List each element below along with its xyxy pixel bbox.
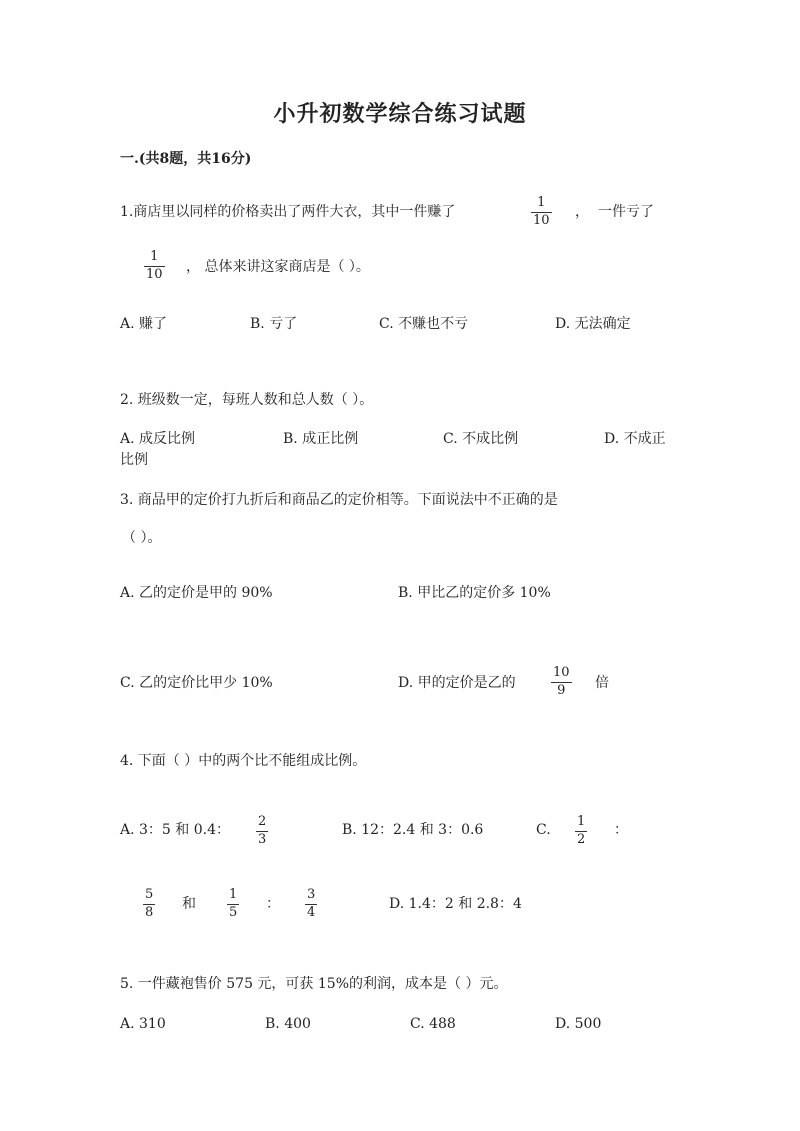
- q2-stem: 2. 班级数一定，每班人数和总人数（ ）。: [120, 392, 374, 408]
- fraction-numerator: 2: [258, 814, 267, 829]
- q5-option-d: D. 500: [555, 1016, 602, 1032]
- q4-option-b: B. 12：2.4 和 3：0.6: [342, 822, 484, 838]
- q2-option-d-wrap: 比例: [120, 452, 148, 468]
- q3-option-b: B. 甲比乙的定价多 10%: [398, 585, 551, 601]
- q4-option-a-fraction: [256, 815, 268, 847]
- q5-option-b: B. 400: [265, 1016, 311, 1032]
- q5-option-a: A. 310: [120, 1016, 166, 1032]
- q1-fraction-2: [144, 250, 165, 282]
- q4-row2-fraction-3: [305, 888, 317, 920]
- fraction-denominator: 10: [146, 267, 163, 282]
- fraction-denominator: 9: [557, 683, 566, 698]
- fraction-numerator: 10: [553, 665, 570, 680]
- q1-option-a: A. 赚了: [120, 316, 168, 332]
- q5-option-c: C. 488: [410, 1016, 456, 1032]
- q3-option-c: C. 乙的定价比甲少 10%: [120, 675, 273, 691]
- q4-option-c: C.: [536, 822, 551, 838]
- q2-option-d: D. 不成正: [604, 431, 666, 447]
- q3-stem-blank: （ ）。: [122, 530, 162, 546]
- q4-option-d: D. 1.4：2 和 2.8：4: [389, 896, 522, 912]
- fraction-numerator: 1: [150, 249, 159, 264]
- q1-stem-part3: ， 总体来讲这家商店是（ ）。: [186, 259, 370, 275]
- q4-option-a: A. 3：5 和 0.4：: [120, 822, 230, 838]
- q4-row2-colon: ：: [266, 896, 280, 912]
- q2-option-b: B. 成正比例: [283, 431, 359, 447]
- fraction-denominator: 2: [577, 832, 586, 847]
- section-heading: 一.(共8题，共16分): [120, 151, 252, 167]
- fraction-numerator: 1: [537, 195, 546, 210]
- q1-fraction-1: [531, 196, 552, 228]
- q4-row2-fraction-1: [143, 888, 155, 920]
- q1-option-c: C. 不赚也不亏: [379, 316, 469, 332]
- fraction-numerator: 1: [229, 887, 238, 902]
- q3-option-d-tail: 倍: [595, 675, 609, 691]
- fraction-numerator: 5: [145, 887, 154, 902]
- q4-option-c-fraction: [575, 815, 587, 847]
- fraction-denominator: 3: [258, 832, 267, 847]
- q3-option-d-fraction: [551, 666, 572, 698]
- q2-option-a: A. 成反比例: [120, 431, 196, 447]
- fraction-denominator: 5: [229, 905, 238, 920]
- q3-stem: 3. 商品甲的定价打九折后和商品乙的定价相等。下面说法中不正确的是: [120, 492, 558, 508]
- q1-option-b: B. 亏了: [250, 316, 298, 332]
- fraction-denominator: 10: [533, 213, 550, 228]
- q5-stem: 5. 一件藏袍售价 575 元，可获 15%的利润，成本是（ ）元。: [120, 976, 508, 992]
- fraction-denominator: 8: [145, 905, 154, 920]
- q1-option-d: D. 无法确定: [555, 316, 631, 332]
- q3-option-d: D. 甲的定价是乙的: [398, 675, 516, 691]
- q4-stem: 4. 下面（ ）中的两个比不能组成比例。: [120, 753, 367, 769]
- fraction-numerator: 1: [577, 814, 586, 829]
- fraction-numerator: 3: [307, 887, 316, 902]
- q4-option-c-colon: ：: [614, 822, 628, 838]
- q2-option-c: C. 不成比例: [443, 431, 519, 447]
- q1-stem-part2: 一件亏了: [598, 204, 654, 220]
- q4-row2-and: 和: [182, 896, 196, 912]
- page-title: 小升初数学综合练习试题: [273, 101, 527, 127]
- fraction-denominator: 4: [307, 905, 316, 920]
- q4-row2-fraction-2: [227, 888, 239, 920]
- q1-separator: ，: [575, 204, 589, 220]
- q3-option-a: A. 乙的定价是甲的 90%: [120, 585, 273, 601]
- q1-stem-part1: 1.商店里以同样的价格卖出了两件大衣，其中一件赚了: [120, 204, 456, 220]
